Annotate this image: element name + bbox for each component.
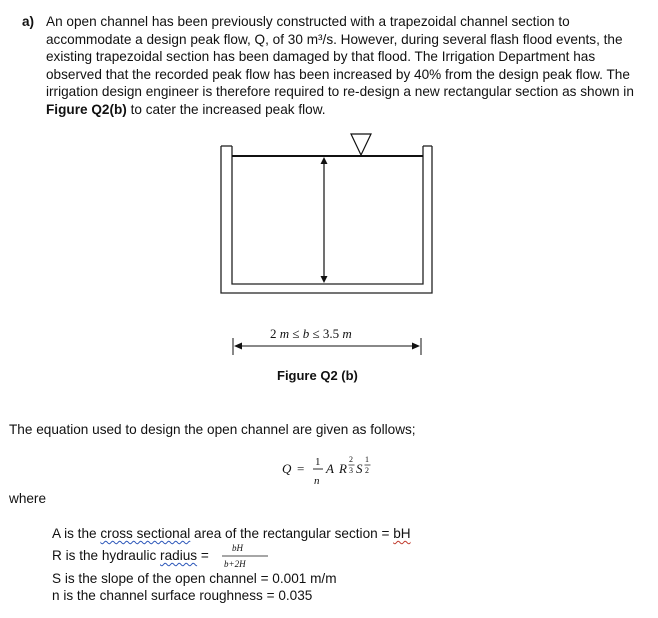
width-arrow-head-right <box>412 343 420 350</box>
definition-radius <box>52 548 209 563</box>
dim-lhs: 2 <box>270 326 277 341</box>
equation-intro: The equation used to design the open channel are given as follows; <box>9 422 416 437</box>
def-a-value: bH <box>393 526 411 541</box>
dim-unit2: m <box>342 326 352 341</box>
eq-r-exp-num: 2 <box>349 455 353 464</box>
eq-r-exp-den: 3 <box>349 466 353 475</box>
eq-radius: R <box>339 461 347 476</box>
dim-le2: ≤ <box>312 326 320 341</box>
water-level-icon <box>351 134 371 155</box>
def-r-equals: = <box>197 548 209 563</box>
question-text: An open channel has been previously constructed with a trapezoidal channel section to accommodate a design peak flow, Q, of 30 m³/s. However, during several flash flood events, the existing trapezoidal section has been damaged by that flood. The Irrigation Department has observed that the recorded peak flow has been increased by 40% from the design peak flow. The irrigation design engineer is therefore required to re-design a new rectangular section as shown in <box>46 14 634 100</box>
manning-equation <box>270 448 390 494</box>
dim-le1: ≤ <box>292 326 300 341</box>
depth-arrow-head-bottom <box>321 276 328 283</box>
def-r-prefix: R is the hydraulic <box>52 548 161 563</box>
dim-unit1: m <box>279 326 290 341</box>
channel-inner-wall <box>232 146 423 284</box>
definition-area <box>52 526 411 541</box>
definition-roughness: n is the channel surface roughness = 0.035 <box>52 588 313 603</box>
question-text-end: to cater the increased peak flow. <box>126 101 326 117</box>
def-a-prefix: A is the <box>52 526 101 541</box>
dim-rhs: 3.5 <box>322 326 340 341</box>
eq-equals: = <box>297 461 305 476</box>
question-label: a) <box>22 14 35 29</box>
eq-coef-den: n <box>314 475 320 487</box>
eq-s-exp-num: 1 <box>365 455 369 464</box>
eq-area: A <box>326 461 334 476</box>
channel-outer-wall <box>221 146 432 293</box>
width-arrow-head-left <box>234 343 242 350</box>
width-dimension-label <box>270 326 352 342</box>
eq-s-exp-den: 2 <box>365 466 369 475</box>
def-r-underlined: radius <box>160 548 198 563</box>
depth-arrow-head-top <box>321 157 328 164</box>
def-a-underlined: cross sectional <box>100 526 191 541</box>
eq-lhs: Q <box>282 461 292 476</box>
where-label: where <box>9 491 47 506</box>
figure-reference: Figure Q2(b) <box>46 101 127 117</box>
figure-caption: Figure Q2 (b) <box>277 368 358 383</box>
dim-var: b <box>302 326 310 341</box>
eq-coef-num: 1 <box>315 456 321 468</box>
definition-slope: S is the slope of the open channel = 0.001 m/m <box>52 571 337 586</box>
eq-slope: S <box>356 461 363 476</box>
def-r-den: b+2H <box>224 559 246 569</box>
def-r-num: bH <box>232 543 243 553</box>
def-a-suffix: area of the rectangular section = <box>190 526 394 541</box>
radius-fraction <box>220 540 280 572</box>
